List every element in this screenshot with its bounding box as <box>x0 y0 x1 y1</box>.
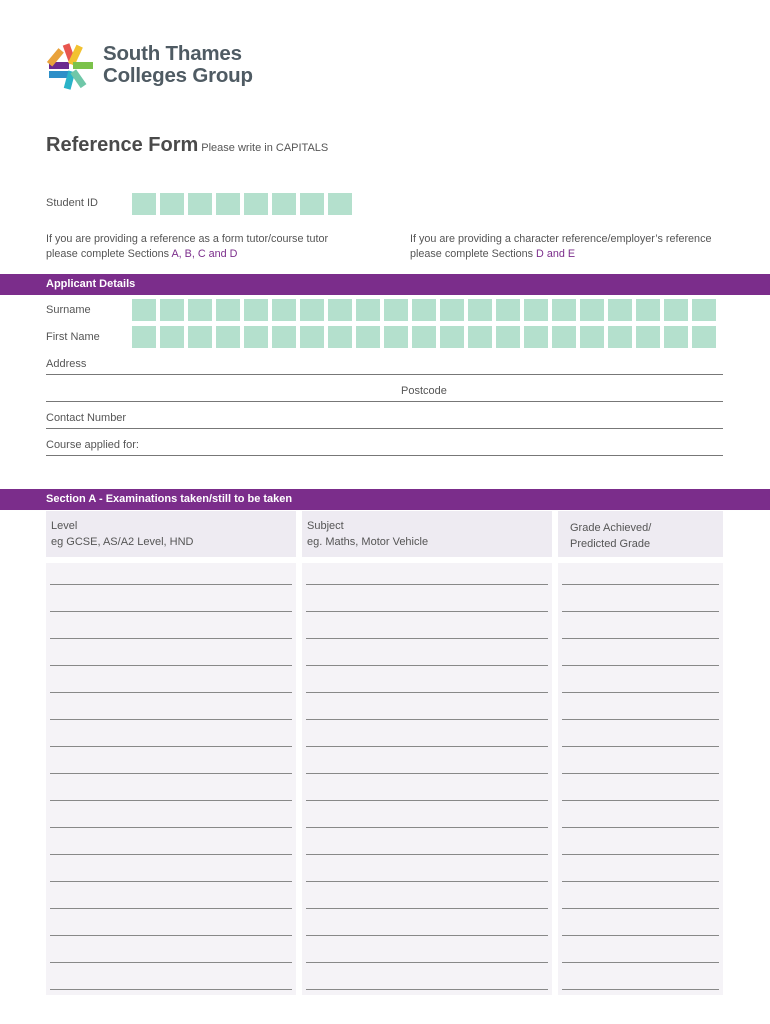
entry-line[interactable] <box>562 773 719 774</box>
address-label: Address <box>46 358 87 370</box>
entry-line[interactable] <box>562 854 719 855</box>
first-name-char-box[interactable] <box>384 326 408 348</box>
surname-char-box[interactable] <box>664 299 688 321</box>
entry-line[interactable] <box>562 611 719 612</box>
entry-line[interactable] <box>562 746 719 747</box>
surname-char-box[interactable] <box>244 299 268 321</box>
first-name-char-box[interactable] <box>216 326 240 348</box>
grade-column[interactable] <box>558 563 723 995</box>
contact-number-line[interactable] <box>46 428 723 429</box>
entry-line[interactable] <box>50 638 292 639</box>
entry-line[interactable] <box>562 719 719 720</box>
student-id-label: Student ID <box>46 197 98 209</box>
entry-line[interactable] <box>562 989 719 990</box>
first-name-char-box[interactable] <box>636 326 660 348</box>
employer-instructions-text: If you are providing a character reference/employer’s reference please complete Sections <box>410 233 712 260</box>
employer-sections: D and E <box>536 248 576 260</box>
surname-char-box[interactable] <box>132 299 156 321</box>
student-id-char-box[interactable] <box>272 193 296 215</box>
first-name-char-box[interactable] <box>580 326 604 348</box>
first-name-label: First Name <box>46 331 100 343</box>
surname-char-box[interactable] <box>160 299 184 321</box>
first-name-char-box[interactable] <box>300 326 324 348</box>
entry-line[interactable] <box>306 773 548 774</box>
entry-line[interactable] <box>306 638 548 639</box>
address-line-1[interactable] <box>46 374 723 375</box>
entry-line[interactable] <box>562 692 719 693</box>
entry-line[interactable] <box>50 881 292 882</box>
entry-line[interactable] <box>306 989 548 990</box>
address-line-2[interactable] <box>46 401 723 402</box>
surname-char-box[interactable] <box>328 299 352 321</box>
surname-char-box[interactable] <box>636 299 660 321</box>
surname-char-box[interactable] <box>300 299 324 321</box>
grade-column-header <box>558 511 723 557</box>
surname-char-box[interactable] <box>188 299 212 321</box>
employer-instructions <box>410 232 720 262</box>
surname-char-box[interactable] <box>524 299 548 321</box>
page-title <box>46 134 328 157</box>
surname-char-box[interactable] <box>496 299 520 321</box>
entry-line[interactable] <box>50 854 292 855</box>
college-logo-icon <box>45 42 97 92</box>
first-name-char-box[interactable] <box>412 326 436 348</box>
level-header-line2: eg GCSE, AS/A2 Level, HND <box>51 536 194 548</box>
student-id-char-box[interactable] <box>188 193 212 215</box>
applicant-details-heading: Applicant Details <box>0 274 770 295</box>
entry-line[interactable] <box>50 908 292 909</box>
entry-line[interactable] <box>562 962 719 963</box>
surname-char-box[interactable] <box>216 299 240 321</box>
student-id-char-box[interactable] <box>216 193 240 215</box>
first-name-char-box[interactable] <box>160 326 184 348</box>
first-name-char-box[interactable] <box>132 326 156 348</box>
subject-header-line2: eg. Maths, Motor Vehicle <box>307 536 429 548</box>
entry-line[interactable] <box>306 827 548 828</box>
course-label: Course applied for: <box>46 439 139 451</box>
entry-line[interactable] <box>306 692 548 693</box>
first-name-char-box[interactable] <box>440 326 464 348</box>
first-name-char-box[interactable] <box>524 326 548 348</box>
entry-line[interactable] <box>50 665 292 666</box>
entry-line[interactable] <box>50 773 292 774</box>
student-id-char-box[interactable] <box>244 193 268 215</box>
entry-line[interactable] <box>562 881 719 882</box>
surname-char-box[interactable] <box>580 299 604 321</box>
entry-line[interactable] <box>306 854 548 855</box>
entry-line[interactable] <box>50 962 292 963</box>
tutor-instructions-text: If you are providing a reference as a form tutor/course tutor please complete Sections <box>46 233 329 260</box>
first-name-char-box[interactable] <box>468 326 492 348</box>
entry-line[interactable] <box>50 989 292 990</box>
level-column[interactable] <box>46 563 296 995</box>
surname-char-box[interactable] <box>356 299 380 321</box>
student-id-char-box[interactable] <box>132 193 156 215</box>
surname-char-box[interactable] <box>384 299 408 321</box>
student-id-char-box[interactable] <box>300 193 324 215</box>
tutor-sections: A, B, C and D <box>171 248 238 260</box>
entry-line[interactable] <box>50 584 292 585</box>
entry-line[interactable] <box>306 611 548 612</box>
grade-header-line1: Grade Achieved/ <box>570 522 652 534</box>
first-name-char-box[interactable] <box>244 326 268 348</box>
entry-line[interactable] <box>50 692 292 693</box>
surname-boxes[interactable] <box>132 299 716 321</box>
surname-char-box[interactable] <box>468 299 492 321</box>
grade-header-line2: Predicted Grade <box>570 538 651 550</box>
surname-label: Surname <box>46 304 91 316</box>
entry-line[interactable] <box>306 746 548 747</box>
contact-number-label: Contact Number <box>46 412 127 424</box>
entry-line[interactable] <box>50 800 292 801</box>
first-name-char-box[interactable] <box>328 326 352 348</box>
surname-char-box[interactable] <box>440 299 464 321</box>
first-name-char-box[interactable] <box>608 326 632 348</box>
entry-line[interactable] <box>306 800 548 801</box>
subject-column-header <box>302 511 552 557</box>
surname-char-box[interactable] <box>412 299 436 321</box>
first-name-char-box[interactable] <box>692 326 716 348</box>
entry-line[interactable] <box>562 908 719 909</box>
entry-line[interactable] <box>562 827 719 828</box>
surname-char-box[interactable] <box>692 299 716 321</box>
entry-line[interactable] <box>562 584 719 585</box>
surname-char-box[interactable] <box>608 299 632 321</box>
entry-line[interactable] <box>50 611 292 612</box>
entry-line[interactable] <box>562 665 719 666</box>
tutor-instructions <box>46 232 356 262</box>
form-subtitle: Please write in CAPITALS <box>201 142 329 154</box>
entry-line[interactable] <box>306 719 548 720</box>
entry-line[interactable] <box>562 935 719 936</box>
entry-line[interactable] <box>50 746 292 747</box>
surname-char-box[interactable] <box>552 299 576 321</box>
logo-wordmark <box>103 43 253 86</box>
logo-line-2: Colleges Group <box>103 63 253 87</box>
level-column-header <box>46 511 296 557</box>
entry-line[interactable] <box>306 962 548 963</box>
first-name-boxes[interactable] <box>132 326 716 348</box>
entry-line[interactable] <box>306 935 548 936</box>
entry-line[interactable] <box>306 908 548 909</box>
form-title: Reference Form <box>46 134 199 156</box>
entry-line[interactable] <box>562 800 719 801</box>
logo-line-1: South Thames <box>103 42 242 65</box>
entry-line[interactable] <box>50 827 292 828</box>
first-name-char-box[interactable] <box>188 326 212 348</box>
entry-line[interactable] <box>50 719 292 720</box>
section-a-heading: Section A - Examinations taken/still to be taken <box>0 489 770 510</box>
student-id-boxes[interactable] <box>132 193 352 215</box>
first-name-char-box[interactable] <box>496 326 520 348</box>
first-name-char-box[interactable] <box>552 326 576 348</box>
level-header-line1: Level <box>51 520 78 532</box>
surname-char-box[interactable] <box>272 299 296 321</box>
entry-line[interactable] <box>306 881 548 882</box>
course-line[interactable] <box>46 455 723 456</box>
first-name-char-box[interactable] <box>272 326 296 348</box>
subject-header-line1: Subject <box>307 520 344 532</box>
entry-line[interactable] <box>562 638 719 639</box>
entry-line[interactable] <box>50 935 292 936</box>
student-id-char-box[interactable] <box>160 193 184 215</box>
entry-line[interactable] <box>306 665 548 666</box>
entry-line[interactable] <box>306 584 548 585</box>
postcode-label: Postcode <box>401 385 447 397</box>
subject-column[interactable] <box>302 563 552 995</box>
student-id-char-box[interactable] <box>328 193 352 215</box>
first-name-char-box[interactable] <box>356 326 380 348</box>
first-name-char-box[interactable] <box>664 326 688 348</box>
